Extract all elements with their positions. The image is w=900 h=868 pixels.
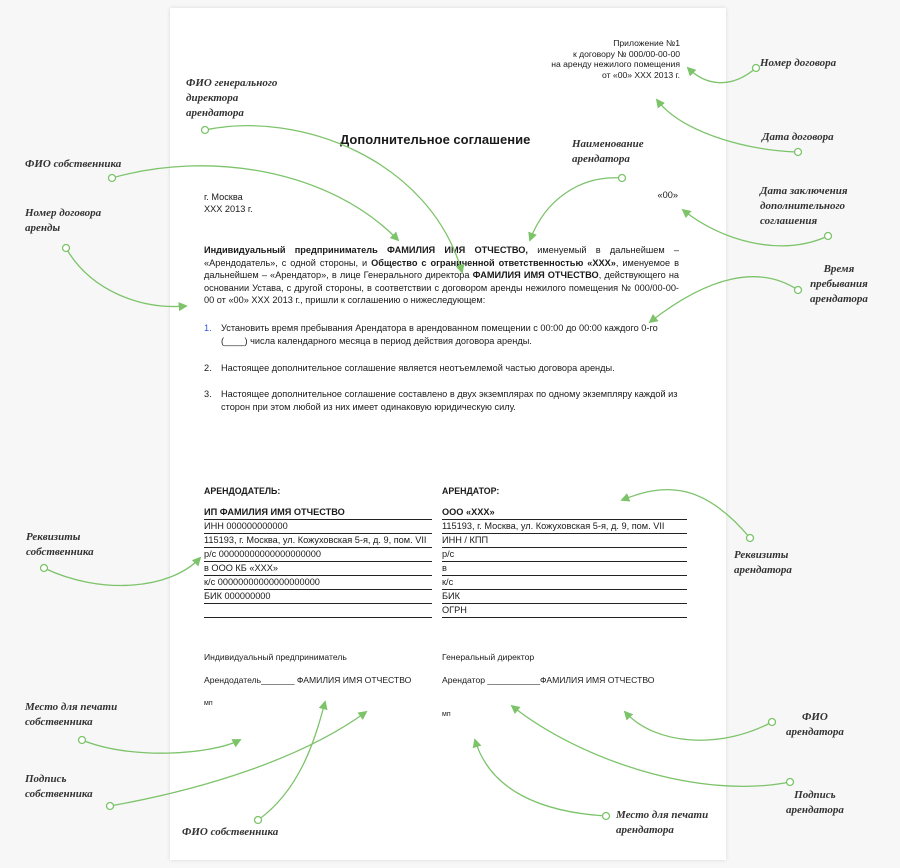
arrow-tenant-details	[622, 490, 750, 538]
label-owner-signature	[25, 772, 93, 802]
item-number: 3.	[204, 389, 212, 399]
table-row: ИНН / КПП	[442, 534, 687, 548]
arrow-tenant-signature	[512, 706, 790, 786]
label-line: Подпись	[25, 773, 67, 785]
table-row: в	[442, 562, 687, 576]
label-line: Номер договора	[25, 207, 102, 219]
arrow-dot	[255, 817, 262, 824]
arrow-dot	[109, 175, 116, 182]
table-row: ОГРН	[442, 604, 687, 618]
arrow-tenant-name-sig	[625, 712, 772, 740]
item-text: Настоящее дополнительное соглашение составлено в двух экземплярах по одному экземпляру каждой из сторон при этом любой из них имеет одинаковую юридическую силу.	[221, 389, 678, 412]
appendix-line: к договору № 000/00-00-00	[572, 48, 680, 59]
appendix-line: от «00» ХХХ 2013 г.	[602, 69, 680, 80]
label-line: Место для печати	[25, 701, 118, 713]
arrow-dot	[63, 245, 70, 252]
label-line: Наименование	[572, 138, 644, 150]
arrow-stay-time	[650, 277, 798, 322]
document-title: Дополнительное соглашение	[340, 132, 531, 147]
label-director-name	[186, 76, 277, 121]
label-line: собственника	[25, 788, 93, 800]
table-row: ИНН 000000000000	[204, 520, 432, 534]
arrow-contract-number	[688, 68, 756, 83]
arrow-dot	[795, 287, 802, 294]
arrow-dot	[79, 737, 86, 744]
arrow-owner-stamp	[82, 740, 240, 753]
table-row: р/с	[442, 548, 687, 562]
tenant-stamp-place: мп	[442, 711, 451, 718]
table-row: р/с 00000000000000000000	[204, 548, 432, 562]
agreement-day: «00»	[657, 190, 678, 200]
arrow-tenant-stamp	[475, 740, 606, 816]
table-row: БИК 000000000	[204, 590, 432, 604]
table-row: 115193, г. Москва, ул. Кожуховская 5-я, д. 9, пом. VII	[442, 520, 687, 534]
arrow-dot	[795, 149, 802, 156]
owner-signature-line: Арендодатель_______ ФАМИЛИЯ ИМЯ ОТЧЕСТВО	[204, 675, 412, 685]
label-owner-name-bottom	[182, 825, 278, 840]
label-line: собственника	[26, 546, 94, 558]
arrow-dot	[41, 565, 48, 572]
appendix-line: Приложение №1	[613, 38, 680, 48]
tenant-name-bold: Общество с ограниченной ответственностью «ХХХ»	[371, 257, 616, 268]
tenant-signature-line: Арендатор ___________ФАМИЛИЯ ИМЯ ОТЧЕСТВО	[442, 675, 655, 685]
label-line: арендатора	[734, 564, 792, 576]
label-tenant-details	[734, 548, 792, 578]
arrow-lease-number	[66, 248, 186, 307]
owner-position: Индивидуальный предприниматель	[204, 652, 347, 662]
label-line: арендатора	[572, 153, 630, 165]
label-line: ФИО генерального	[186, 77, 278, 89]
appendix-line: на аренду нежилого помещения	[551, 59, 680, 69]
arrow-dot	[107, 803, 114, 810]
label-line: Место для печати	[616, 809, 709, 821]
label-line: ФИО собственника	[182, 826, 279, 838]
table-row: ИП ФАМИЛИЯ ИМЯ ОТЧЕСТВО	[204, 506, 432, 520]
arrow-director-name	[205, 126, 462, 272]
label-contract-date	[762, 130, 834, 145]
label-line: дополнительного	[760, 200, 846, 212]
table-row: ООО «ХХХ»	[442, 506, 687, 520]
label-line: арендатора	[810, 293, 868, 305]
label-line: собственника	[25, 716, 93, 728]
preamble-text: , действующего на основании Устава, с другой стороны, в соответствии с договором аренды нежилого помещения № 000/00-00-00 от «00» ХХХ 2013 г., пришли к соглашению о нижеследующем:	[204, 270, 679, 305]
city: г. Москва	[204, 192, 243, 202]
arrow-dot	[619, 175, 626, 182]
item-text: Настоящее дополнительное соглашение является неотъемлемой частью договора аренды.	[221, 363, 615, 373]
item-text: Установить время пребывания Арендатора в арендованном помещении с 00:00 до 00:00 каждого 0-го (____) числа календарного месяца в период действия договора аренды.	[221, 323, 658, 346]
item-number: 2.	[204, 363, 212, 373]
preamble-text: именуемый в дальнейшем – «Арендодатель», с одной стороны, и	[204, 245, 679, 268]
label-line: Дата договора	[762, 131, 834, 143]
owner-stamp-place: мп	[204, 700, 213, 707]
director-name-bold: ФАМИЛИЯ ИМЯ ОТЧЕСТВО	[472, 270, 599, 280]
label-line: ФИО	[802, 711, 828, 723]
arrow-owner-details	[44, 558, 200, 585]
label-tenant-signature	[786, 788, 844, 818]
owner-heading: АРЕНДОДАТЕЛЬ:	[204, 486, 281, 496]
tenant-heading: АРЕНДАТОР:	[442, 486, 500, 496]
arrow-owner-name	[112, 166, 398, 240]
date: ХХХ 2013 г.	[204, 204, 253, 214]
label-line: аренды	[25, 222, 61, 234]
label-line: директора	[186, 92, 239, 104]
arrow-dot	[747, 535, 754, 542]
label-line: Подпись	[794, 789, 836, 801]
arrow-dot	[787, 779, 794, 786]
arrow-dot	[825, 233, 832, 240]
label-line: арендатора	[186, 107, 244, 119]
label-line: Дата заключения	[760, 185, 848, 197]
label-line: Реквизиты	[26, 531, 81, 543]
label-line: пребывания	[810, 278, 868, 290]
item-number: 1.	[204, 323, 212, 333]
label-tenant-name	[572, 137, 644, 167]
label-contract-number	[760, 56, 836, 71]
arrow-dot	[202, 127, 209, 134]
table-row: к/с	[442, 576, 687, 590]
table-row: 115193, г. Москва, ул. Кожуховская 5-я, д. 9, пом. VII	[204, 534, 432, 548]
label-line: арендатора	[786, 804, 844, 816]
label-line: Реквизиты	[734, 549, 789, 561]
arrow-owner-signature	[110, 712, 366, 806]
table-row: в ООО КБ «ХХХ»	[204, 562, 432, 576]
arrow-tenant-name	[530, 178, 622, 240]
table-row: к/с 00000000000000000000	[204, 576, 432, 590]
label-owner-details	[26, 530, 94, 560]
label-owner-stamp	[25, 700, 117, 730]
label-line: Номер договора	[760, 57, 837, 69]
label-stay-time	[810, 262, 868, 307]
label-line: соглашения	[760, 215, 818, 227]
owner-name-bold: Индивидуальный предприниматель ФАМИЛИЯ ИМЯ ОТЧЕСТВО,	[204, 245, 528, 255]
arrow-owner-name-bottom	[258, 702, 325, 820]
arrow-dot	[753, 65, 760, 72]
label-line: ФИО собственника	[25, 158, 122, 170]
label-lease-number	[25, 206, 101, 236]
table-row: БИК	[442, 590, 687, 604]
label-agreement-date	[760, 184, 847, 229]
label-line: арендатора	[786, 726, 844, 738]
label-tenant-stamp	[616, 808, 708, 838]
label-tenant-name-sig	[786, 710, 844, 740]
label-line: арендатора	[616, 824, 674, 836]
tenant-position: Генеральный директор	[442, 652, 535, 662]
label-line: Время	[823, 263, 855, 275]
arrow-dot	[769, 719, 776, 726]
arrow-dot	[603, 813, 610, 820]
label-owner-name	[25, 157, 121, 172]
preamble-text: , именуемое в дальнейшем – «Арендатор», в лице Генерального директора	[204, 257, 679, 280]
